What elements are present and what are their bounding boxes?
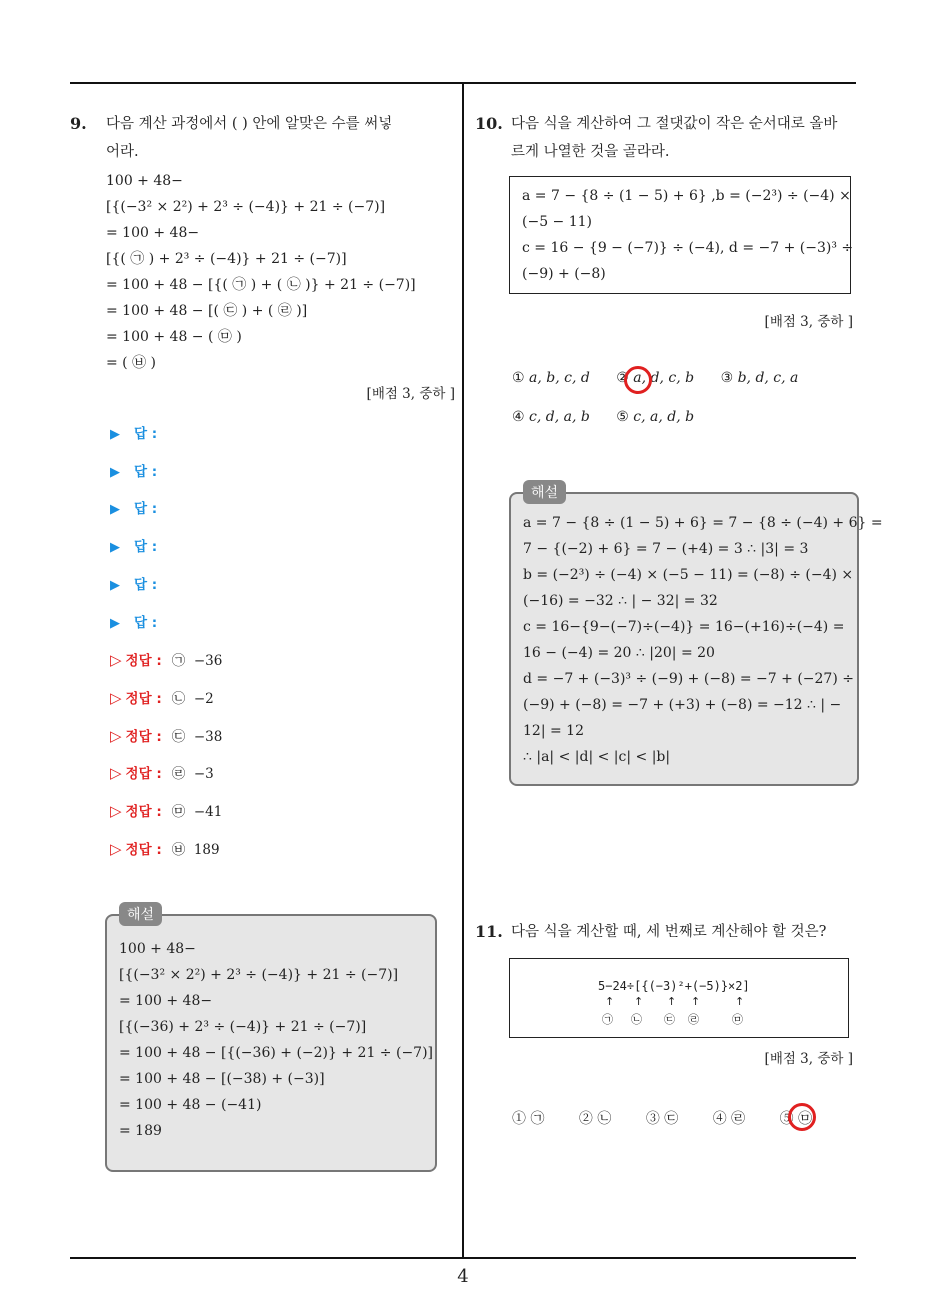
explanation-line: b = (−2³) ÷ (−4) × (−5 − 11) = (−8) ÷ (−4) ×: [523, 567, 854, 583]
explanation-line: [{(−36) + 2³ ÷ (−4)} + 21 ÷ (−7)]: [119, 1019, 367, 1035]
box-line: c = 16 − {9 − (−7)} ÷ (−4), d = −7 + (−3)³ ÷: [522, 240, 854, 256]
choice-5[interactable]: ⑤ c, a, d, b: [616, 409, 695, 425]
explanation-line: c = 16−{9−(−7)÷(−4)} = 16−(+16)÷(−4) =: [523, 619, 845, 635]
step: = 100 + 48 − [( ㉢ ) + ( ㉣ )]: [106, 303, 308, 319]
explanation-line: = 100 + 48 − [(−38) + (−3)]: [119, 1071, 325, 1087]
outline-triangle-icon: ▷: [110, 726, 122, 745]
choice-5[interactable]: ⑤ ㉤: [779, 1111, 813, 1127]
step: = 100 + 48−: [106, 225, 200, 241]
choices-q10-row2: [512, 409, 716, 425]
explanation-line: = 100 + 48 − (−41): [119, 1097, 262, 1113]
explanation-line: (−16) = −32 ∴ | − 32| = 32: [523, 593, 718, 609]
choices-q10-row1: [512, 370, 820, 386]
box-line: (−9) + (−8): [522, 266, 606, 282]
mark: ㉡: [631, 1013, 642, 1026]
question-11: [475, 918, 860, 946]
explanation-tag: 해설: [523, 480, 566, 504]
arrow-up-icon: ↑: [691, 995, 701, 1008]
explanation-line: ∴ |a| < |d| < |c| < |b|: [523, 749, 671, 765]
score-meta: [배점 3, 중하 ]: [764, 1051, 853, 1067]
outline-triangle-icon: ▷: [110, 651, 122, 670]
mark: ㉢: [664, 1013, 675, 1026]
explanation-line: (−9) + (−8) = −7 + (+3) + (−8) = −12 ∴ | −: [523, 697, 842, 713]
choice-1[interactable]: ① a, b, c, d: [512, 370, 590, 386]
explanation-line: = 100 + 48−: [119, 993, 213, 1009]
explanation-box-q9: [105, 907, 437, 1172]
correct-answer: ▷ 정답 : ㉢ −38: [110, 726, 223, 745]
explanation-line: [{(−3² × 2²) + 2³ ÷ (−4)} + 21 ÷ (−7)]: [119, 967, 399, 983]
choice-2[interactable]: ② ㉡: [578, 1111, 612, 1127]
explanation-box-q10: [509, 485, 883, 786]
question-10: [475, 110, 860, 166]
box-line: (−5 − 11): [522, 214, 593, 230]
mark: ㉠: [602, 1013, 613, 1026]
arrow-up-icon: ↑: [634, 995, 644, 1008]
mark: ㉣: [688, 1013, 699, 1026]
question-number: 9.: [70, 114, 87, 133]
choice-1[interactable]: ① ㉠: [512, 1111, 545, 1127]
answer-line[interactable]: ▶ 답 :: [110, 576, 158, 593]
expression: 5−24÷[{(−3)²+(−5)}×2]: [598, 979, 750, 993]
play-icon: ▶: [110, 464, 120, 480]
play-icon: ▶: [110, 615, 120, 631]
step: = 100 + 48 − [{( ㉠ ) + ( ㉡ )} + 21 ÷ (−7)]: [106, 277, 416, 293]
expression-box-q10: [509, 176, 854, 294]
answer-line[interactable]: ▶ 답 :: [110, 463, 158, 480]
choices-q11: [512, 1108, 834, 1128]
outline-triangle-icon: ▷: [110, 839, 122, 858]
explanation-line: = 100 + 48 − [{(−36) + (−2)} + 21 ÷ (−7)]: [119, 1045, 434, 1061]
selected-answer-circle: [624, 366, 652, 394]
answer-line[interactable]: ▶ 답 :: [110, 426, 158, 442]
calculation-steps: [106, 168, 455, 376]
step: = 100 + 48 − ( ㉤ ): [106, 329, 242, 345]
outline-triangle-icon: ▷: [110, 802, 122, 821]
outline-triangle-icon: ▷: [110, 688, 122, 707]
correct-answer: ▷ 정답 : ㉥ 189: [110, 839, 220, 858]
explanation-line: 12| = 12: [523, 723, 584, 739]
score-meta: [배점 3, 중하 ]: [366, 386, 455, 402]
step: = ( ㉥ ): [106, 355, 157, 371]
explanation-line: = 189: [119, 1123, 162, 1139]
question-9: [70, 110, 455, 868]
choice-4[interactable]: ④ ㉣: [712, 1111, 746, 1127]
explanation-line: 16 − (−4) = 20 ∴ |20| = 20: [523, 645, 715, 661]
box-line: a = 7 − {8 ÷ (1 − 5) + 6} ,b = (−2³) ÷ (−4) ×: [522, 188, 851, 204]
play-icon: ▶: [110, 577, 120, 593]
answer-lines: [70, 416, 455, 868]
correct-answer: ▷ 정답 : ㉡ −2: [110, 688, 214, 707]
step: [{( ㉠ ) + 2³ ÷ (−4)} + 21 ÷ (−7)]: [106, 251, 347, 267]
play-icon: ▶: [110, 427, 120, 442]
arrow-up-icon: ↑: [605, 995, 615, 1008]
question-text: 다음 식을 계산하여 그 절댓값이 작은 순서대로 올바 르게 나열한 것을 골라라.: [511, 116, 838, 160]
correct-answer: ▷ 정답 : ㉠ −36: [110, 651, 223, 670]
correct-answer: ▷ 정답 : ㉤ −41: [110, 802, 223, 821]
explanation-line: a = 7 − {8 ÷ (1 − 5) + 6} = 7 − {8 ÷ (−4) + 6} =: [523, 515, 883, 531]
answer-line[interactable]: ▶ 답 :: [110, 501, 158, 518]
choice-3[interactable]: ③ ㉢: [645, 1111, 679, 1127]
answer-line[interactable]: ▶ 답 :: [110, 614, 158, 631]
play-icon: ▶: [110, 502, 120, 518]
question-text: 다음 식을 계산할 때, 세 번째로 계산해야 할 것은?: [511, 924, 827, 940]
answer-line[interactable]: ▶ 답 :: [110, 539, 158, 556]
play-icon: ▶: [110, 540, 120, 556]
selected-answer-circle: [788, 1103, 816, 1131]
column-divider: [462, 82, 464, 1258]
choice-2[interactable]: ② a, d, c, b: [616, 370, 695, 386]
score-meta: [배점 3, 중하 ]: [764, 314, 853, 330]
page-number: 4: [457, 1266, 469, 1287]
explanation-line: 7 − {(−2) + 6} = 7 − (+4) = 3 ∴ |3| = 3: [523, 541, 809, 557]
question-text: 다음 계산 과정에서 ( ) 안에 알맞은 수를 써넣 어라.: [106, 116, 393, 160]
question-number: 11.: [475, 922, 503, 941]
question-number: 10.: [475, 114, 503, 133]
explanation-line: d = −7 + (−3)³ ÷ (−9) + (−8) = −7 + (−27) ÷: [523, 671, 854, 687]
outline-triangle-icon: ▷: [110, 764, 122, 783]
step: [{(−3² × 2²) + 2³ ÷ (−4)} + 21 ÷ (−7)]: [106, 199, 386, 215]
mark: ㉤: [732, 1013, 743, 1026]
correct-answer: ▷ 정답 : ㉣ −3: [110, 764, 214, 783]
explanation-tag: 해설: [119, 902, 162, 926]
arrow-up-icon: ↑: [735, 995, 745, 1008]
explanation-line: 100 + 48−: [119, 941, 196, 957]
step: 100 + 48−: [106, 173, 183, 189]
choice-3[interactable]: ③ b, d, c, a: [720, 370, 799, 386]
choice-4[interactable]: ④ c, d, a, b: [512, 409, 590, 425]
arrow-up-icon: ↑: [667, 995, 677, 1008]
expression-box-q11: [509, 958, 849, 1038]
